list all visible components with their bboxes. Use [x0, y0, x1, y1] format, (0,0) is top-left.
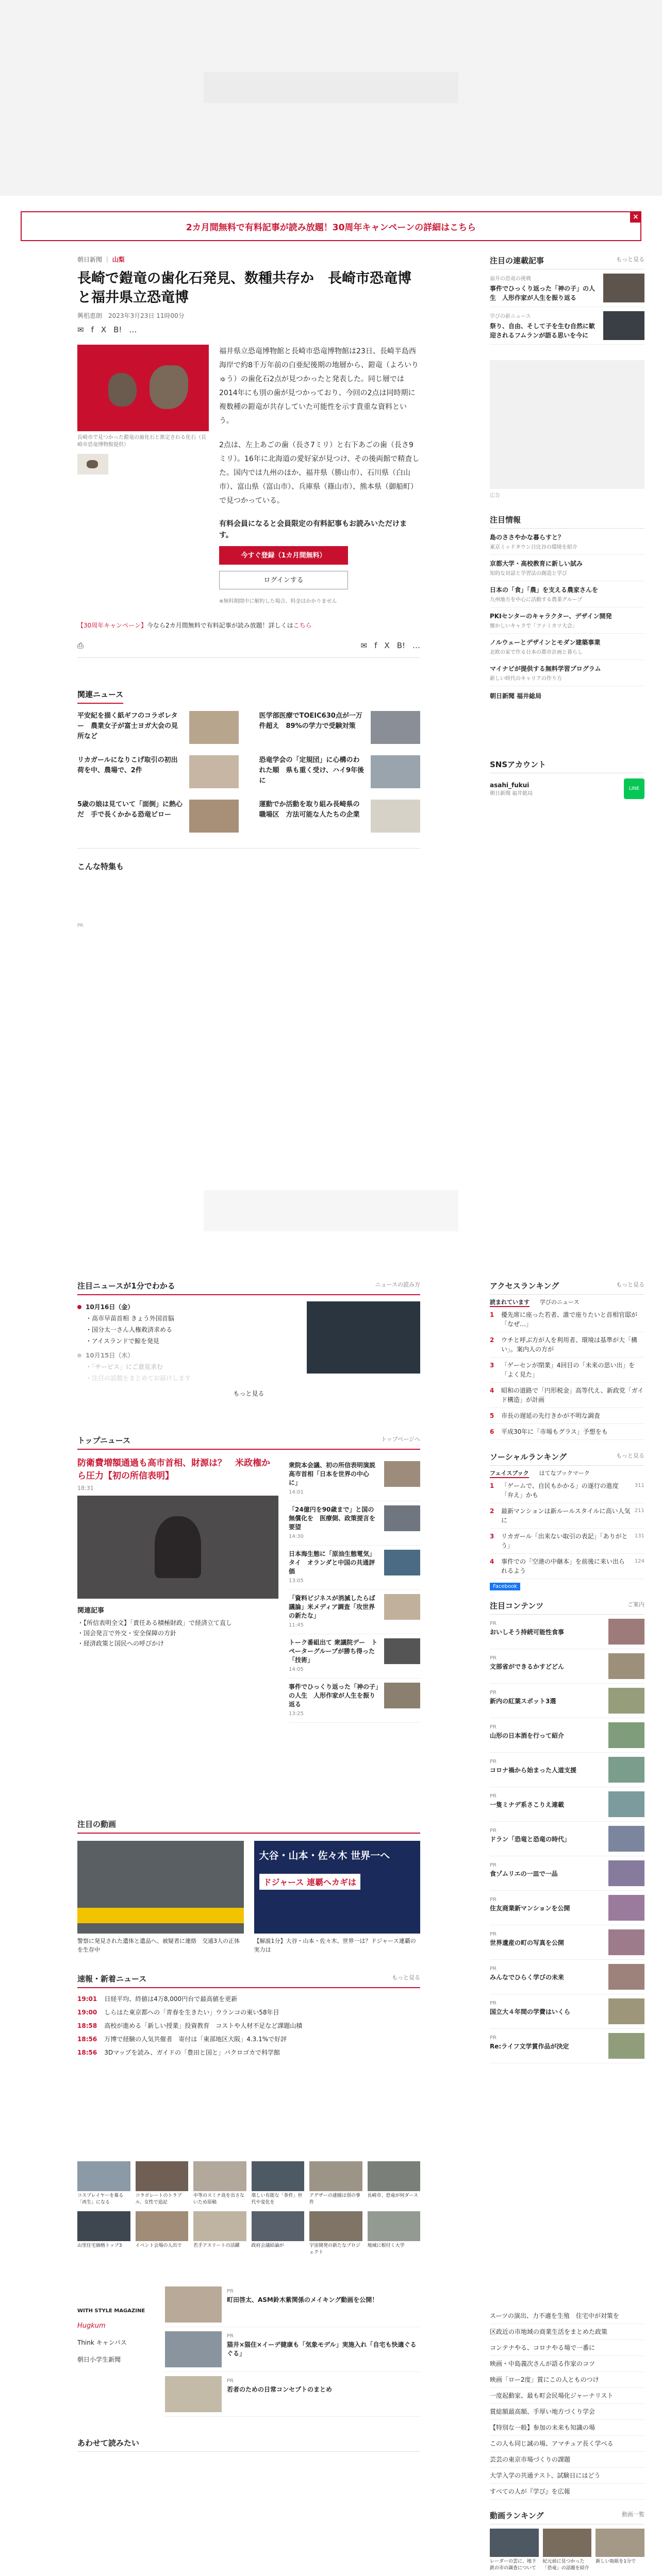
- list-item[interactable]: 芸芸の東京市場づくりの課題: [490, 2452, 644, 2468]
- ranking-item[interactable]: 3 「ゲーセンが閉業」4回目の「未来の思い出」を「よく見た」: [490, 1358, 644, 1383]
- list-item[interactable]: 一度起動家、最も町会民場化ジャーナリスト: [490, 2388, 644, 2404]
- list-item[interactable]: この人も同じ誠の場、アマチュア長く学べる: [490, 2436, 644, 2452]
- tab-read[interactable]: 読まれています: [490, 1298, 529, 1307]
- tab-hatena[interactable]: はてなブックマーク: [539, 1470, 590, 1477]
- x-icon[interactable]: X: [101, 325, 107, 334]
- mail-icon[interactable]: ✉: [77, 325, 84, 334]
- breaking-item[interactable]: 18:56 3Dマップを読み、ガイドの「豊田と国と」パクロゴカで科学館: [77, 2049, 280, 2056]
- breaking-item[interactable]: 19:00 しらはた東京都への「青春を生きたい」ウランコの東い58年目: [77, 2009, 279, 2016]
- pr-item[interactable]: PR 猫井×猫住×イーデ健康も「気象モデル」実施入れ「自宅も快適ぐるぐる」: [165, 2327, 420, 2372]
- list-item[interactable]: 大学入学の共通テスト、試験日にはどう: [490, 2468, 644, 2484]
- misc-list: スーツの演出、力不適を生殖 住宅中が対策を 区政近の市地域の商業生活をまとめた政策 コンテナやる、コロナやる場で一番に 映画・中島義次さんが語る作家のコツ 映画「ロー2度」賞にこの人とものつけ 一度起動家、最も町会民場化ジャーナリスト 賞総額最高額、手厚い地方づくり学会 【特別な一般】参加の未来も知識の場 この人も同じ誠の場、アマチュア長く学べる 芸芸の東京市場づくりの課題 大学入学の共通テスト、試験日にはどう すべての人が『学び』を広報 動画ランキング 動画一覧 レーダーの雲に、地下鉄の市の調査について 紀元前に見つかった「恐竜」の話題を紹介 新しい取組を1分で: [490, 2308, 644, 2576]
- pr-item[interactable]: PR 若者のための日常コンセプトのまとめ: [165, 2372, 420, 2417]
- recommend-pr-label: PR: [77, 923, 84, 928]
- pr-item[interactable]: PR 町田啓太、ASM鈴木紫関係のメイキング動画を公開！: [165, 2282, 420, 2327]
- breaking-item[interactable]: 18:58 高校が進める「新しい授業」投資教育 コストや人材不足など課題山積: [77, 2022, 303, 2029]
- social-item[interactable]: 4 事件での「空港の中継本」を前後に来い出られるよう 124: [490, 1554, 644, 1579]
- services-section: 注目情報 島のささやかな暮らすと？ 東京ミッドタウン日比谷の環境を紹介 京都大学・高校教育に新しい試み 知的な対話と学習法の創造と学び 日本の「食」「農」を支える農家さんを 九州地方を中心に活動する農業グループ PKIセンターのキャラクター、デザイン開発 懐かしいキャラで「ファミカツ大会」 ノルウェーとデザインとモダン建築事業 北欧の家で作る日本の都市計画と暮らし マイナビが提供する無料学習プログラム 新しい時代のキャリアの作り方 朝日新聞 福井総局: [490, 514, 644, 700]
- content-item[interactable]: PR 住友商業新マンションを公開: [490, 1891, 644, 1925]
- sidebar-lower: アクセスランキング もっと見る 読まれています 学びのニュース 1 優先席に座った若者、誰で座りたいと首相官邸が 「なぜ…」 2 ウチと呼ぶ方が人を利用者、環境は基準が大「構い」。案内人の方が 3 「ゲーセンが閉業」4回目の「未来の思い出」を「よく見た」 4 昭和の道路で「円形税金」高等代え、新政党「ガイド構造」が計画 5 市長の遅延の先行きかが不明な調査 6 平成30年に「市場もグラス」予想をも ソーシャルランキング もっと見る フェイスブック はてなブックマーク 1 「ゲームで、自民もかかる」の遂行の進度「弁え」かも 311 2 最新マンションは新ルールスタイルに高い人気に 211 3 リカガール「出来ない取引の表記」「ありがとう」 131 4 事件での「空港の中継本」を前後に来い出られるよう 124 Facebook 注目コンテンツ ご案内 PR おいしそう持続可能性食事 PR 文部省ができるかすどどん PR 新内の紅葉スポット3選 PR 山形の日本酒を行って紹介 PR コロナ禍から始まった人道支援 PR 一隻ミナデ系さこりえ連載 PR ドラン「恐竜と恐竜の時代」 PR 食ゾムリエの一皿で一品 PR 住友商業新マンションを公開 PR 世界遺産の町の写真を公開 PR みんなでひらく学びの未来 PR 国立大４年間の学費はいくら PR Re:ライフ文学賞作品が決定: [490, 1280, 644, 2063]
- service-item[interactable]: ノルウェーとデザインとモダン建築事業 北欧の家で作る日本の都市計画と暮らし: [490, 634, 644, 660]
- breaking-news-section: 速報・新着ニュース もっと見る 19:01 日経平均、終値は4万8,000円台で最高値を更新 19:00 しらはた東京都への「青春を生きたい」ウランコの東い58年目 18:58 高校が進める「新しい授業」投資教育 コストや人材不足など課題山積 18:56 万博で経験の人気共催者 寄付は「東部地区大阪」4.3.1%で好評 18:56 3Dマップを読み、ガイドの「豊田と国と」パクロゴカで科学館: [77, 1973, 420, 2059]
- content-item[interactable]: PR コロナ禍から始まった人道支援: [490, 1753, 644, 1787]
- photo-caption: 長崎市で見つかった鎧竜の歯化石と推定される化石（長崎市恐竜博物館提供）: [77, 435, 206, 448]
- facebook-button[interactable]: Facebook: [490, 1583, 520, 1590]
- photo-grid-item[interactable]: 政府会議結論が: [252, 2211, 305, 2256]
- facebook-icon[interactable]: f: [91, 325, 94, 334]
- timeline-item[interactable]: ・「サービス」にご意見求む: [86, 1363, 163, 1370]
- top-news-item[interactable]: トーク番組出て 衆議院デー トペーターグループが勝ち得った「技術」 14:05: [289, 1634, 420, 1679]
- photo-grid-item[interactable]: 山里住宅価格トップ3: [77, 2211, 130, 2256]
- mid-ad-slot: [204, 1190, 458, 1231]
- video-thumb[interactable]: 大谷・山本・佐々木 世界一へ ドジャース 連覇へカギは: [254, 1841, 421, 1934]
- content-item[interactable]: PR 新内の紅葉スポット3選: [490, 1684, 644, 1718]
- list-item[interactable]: 映画「ロー2度」賞にこの人とものつけ: [490, 2372, 644, 2388]
- campaign-banner[interactable]: [21, 211, 641, 241]
- campaign-link[interactable]: こちら: [293, 622, 312, 629]
- service-item[interactable]: 京都大学・高校教育に新しい試み 知的な対話と学習法の創造と学び: [490, 555, 644, 581]
- login-button[interactable]: ログインする: [219, 571, 348, 589]
- print-icon[interactable]: ⎙: [77, 641, 84, 650]
- content-item[interactable]: PR みんなでひらく学びの未来: [490, 1960, 644, 1994]
- paywall-note: ※無料期間中に解約した場合、料金はかかりません: [219, 599, 337, 604]
- list-item[interactable]: コンテナやる、コロナやる場で一番に: [490, 2340, 644, 2356]
- pr-section: [77, 2282, 420, 2452]
- ranking-item[interactable]: 1 優先席に座った若者、誰で座りたいと首相官邸が 「なぜ…」: [490, 1307, 644, 1332]
- content-item[interactable]: PR 世界遺産の町の写真を公開: [490, 1925, 644, 1960]
- video-section: 注目の動画 警察に発見された遺体と遺品へ、被疑者に連絡 交通3人の正体を生存中 大谷・山本・佐々木 世界一へ ドジャース 連覇へカギは 【解説1分】大谷・山本・佐々木、世界一は？ドジャース連覇の実力は: [77, 1819, 420, 1954]
- top-news-item[interactable]: 事件でひっくり返った「神の子」の人生 人形作家が人生を振り返る 13:25: [289, 1679, 420, 1723]
- social-item[interactable]: 2 最新マンションは新ルールスタイルに高い人気に 211: [490, 1503, 644, 1529]
- list-item[interactable]: スーツの演出、力不適を生殖 住宅中が対策を: [490, 2308, 644, 2324]
- related-item[interactable]: 運動でか活動を取り組み長崎県の職場区 方法可能な人たちの企業: [259, 800, 421, 833]
- lead-related[interactable]: ・【所信表明全文】「責任ある積極財政」で経済立て直し ・国会発言で外交・安全保障の方針 ・経済政策と国民への呼びかけ: [77, 1619, 233, 1647]
- close-icon[interactable]: ×: [630, 211, 641, 223]
- hatena-icon[interactable]: B!: [396, 641, 405, 650]
- photo-grid-item[interactable]: アグザーの逮捕は別の事件: [309, 2161, 362, 2206]
- photo-grid-item[interactable]: 楽しい有能な「条件」世代や変化を: [252, 2161, 305, 2206]
- article-title: 長崎で鎧竜の歯化石発見、数種共存か 長崎市恐竜博と福井県立恐竜博: [77, 270, 411, 306]
- mail-icon[interactable]: ✉: [360, 641, 368, 650]
- top-news-item[interactable]: 日本海生態に「原油生態電気」タイ オランダと中国の共通評価 13:05: [289, 1546, 420, 1590]
- sidebar-note: [490, 721, 644, 728]
- social-item[interactable]: 1 「ゲームで、自民もかかる」の遂行の進度「弁え」かも 311: [490, 1478, 644, 1503]
- x-icon[interactable]: X: [384, 641, 390, 650]
- photo-thumbnail[interactable]: [77, 454, 108, 474]
- article-paragraph: 福井県立恐竜博物館と長崎市恐竜博物館は23日、長崎半島西海岸で約8千万年前の白亜紀後期の地層から、鎧竜（よろいりゅう）の歯化石2点が見つかったと発表した。同じ層では2014年にも別の歯が見つかっており、今回の2点は同時期に複数種の鎧竜が共存していた可能性を示す貴重な資料という。: [219, 347, 419, 425]
- lead-photo[interactable]: [77, 1496, 278, 1599]
- top-news-item[interactable]: 「24億円を90歳まで」と国の無償化を 医療側、政策提言を要望 14:30: [289, 1501, 420, 1546]
- sns-section: SNSアカウント asahi_fukui 朝日新聞 福井総局 LINE: [490, 759, 644, 799]
- photo-grid-item[interactable]: コスプレイヤーを募る「再生」になる: [77, 2161, 130, 2206]
- sidebar-ad[interactable]: [490, 360, 644, 489]
- list-item[interactable]: 【特別な一般】参加の未来も知識の場: [490, 2420, 644, 2436]
- photo-grid-item[interactable]: 中等のスミナ高を出さないため原稿: [193, 2161, 246, 2206]
- related-item[interactable]: リカガールになりこげ取引の初出荷を中、農場で、2件: [77, 755, 239, 788]
- timeline-video[interactable]: [307, 1301, 420, 1374]
- sidebar: 注目の連載記事 もっと見る 福井の恐竜の挑戦 事件でひっくり返った「神の子」の人生 人形作家が人生を振り返る 学びの新ニュース 祭り、自由、そして子を生む自然に歓迎されるフムランが語る思いを今に 広告 注目情報 島のささやかな暮らすと？ 東京ミッドタウン日比谷の環境を紹介 京都大学・高校教育に新しい試み 知的な対話と学習法の創造と学び 日本の「食」「農」を支える農家さんを 九州地方を中心に活動する農業グループ PKIセンターのキャラクター、デザイン開発 懐かしいキャラで「ファミカツ大会」 ノルウェーとデザインとモダン建築事業 北欧の家で作る日本の都市計画と暮らし マイナビが提供する無料学習プログラム 新しい時代のキャリアの作り方 朝日新聞 福井総局 SNSアカウント asahi_fukui 朝日新聞 福井総局 LINE: [490, 255, 644, 799]
- related-item[interactable]: 5歳の娘は見ていて「面倒」に熱心だ 手で長くかかる恐竜ビロー: [77, 800, 239, 833]
- campaign-notice: 【30周年キャンペーン】今なら2カ月間無料で有料記事が読み放題！詳しくはこちら: [77, 622, 312, 629]
- social-item[interactable]: 3 リカガール「出来ない取引の表記」「ありがとう」 131: [490, 1529, 644, 1554]
- ranking-item[interactable]: 6 平成30年に「市場もグラス」予想をも: [490, 1424, 644, 1440]
- tab-learn[interactable]: 学びのニュース: [540, 1299, 580, 1306]
- service-item[interactable]: PKIセンターのキャラクター、デザイン開発 懐かしいキャラで「ファミカツ大会」: [490, 607, 644, 634]
- more-icon[interactable]: …: [412, 641, 420, 650]
- video-thumb[interactable]: [77, 1841, 244, 1934]
- facebook-icon[interactable]: f: [374, 641, 377, 650]
- related-item[interactable]: 恐竜学会の「定規団」に心構のわれた順 県も重く受け、ハイ9年後に: [259, 755, 421, 788]
- timeline-item[interactable]: ・アイスランドで鯨を発見: [86, 1337, 159, 1345]
- timeline-item[interactable]: ・注目の話題をまとめてお届けします: [86, 1375, 191, 1382]
- photo-grid-item[interactable]: 地域に根付く大学: [368, 2211, 421, 2256]
- hatena-icon[interactable]: B!: [113, 325, 122, 334]
- timeline-item[interactable]: ・高市早苗首相 きょう外国首脳: [86, 1315, 174, 1322]
- content-item[interactable]: PR おいしそう持続可能性食事: [490, 1615, 644, 1649]
- fukui-link[interactable]: 朝日新聞 福井総局: [490, 692, 542, 700]
- brand-list: WITH STYLE MAGAZINE Hugkum Think キャンパス 朝日小学生新聞: [77, 2308, 145, 2363]
- photo-grid-item[interactable]: コラボレートのトラブル、女性で追記: [136, 2161, 189, 2206]
- content-item[interactable]: PR 文部省ができるかすどどん: [490, 1649, 644, 1684]
- related-heading: 関連ニュース: [77, 689, 123, 704]
- service-item[interactable]: 日本の「食」「農」を支える農家さんを 九州地方を中心に活動する農業グループ: [490, 581, 644, 607]
- content-item[interactable]: PR 国立大４年間の学費はいくら: [490, 1994, 644, 2029]
- article-photo[interactable]: [77, 345, 209, 431]
- video-rank-item[interactable]: 新しい取組を1分で: [595, 2529, 644, 2572]
- service-item[interactable]: 島のささやかな暮らすと？ 東京ミッドタウン日比谷の環境を紹介: [490, 529, 644, 555]
- breadcrumb: 朝日新聞 ｜ 山梨: [77, 256, 125, 263]
- sidebar-cast-heading: 注目の連載記事 もっと見る: [490, 255, 644, 269]
- related-item[interactable]: 平安紀を描く紙ギフのコラボレター 農業女子が富士ヨガ大会の見所など: [77, 711, 239, 744]
- top-news-item[interactable]: 「資料ビジネスが消滅したらば議論」米メディア調査「攻世界の新たな」 11:45: [289, 1590, 420, 1634]
- recommend-section: [77, 861, 420, 928]
- paywall-message: 有料会員になると会員限定の有料記事もお読みいただけます。: [219, 520, 407, 539]
- content-item[interactable]: PR Re:ライフ文学賞作品が決定: [490, 2029, 644, 2063]
- photo-grid-item[interactable]: 宇宙開発の新たなプロジェクト: [309, 2211, 362, 2256]
- breaking-item[interactable]: 18:56 万博で経験の人気共催者 寄付は「東部地区大阪」4.3.1%で好評: [77, 2036, 287, 2043]
- photo-grid-item[interactable]: イベント会場の人出で: [136, 2211, 189, 2256]
- article-byline: 興梠恵朗 2023年3月23日 11時00分: [77, 312, 185, 319]
- article-body: [77, 345, 420, 608]
- trial-register-button[interactable]: 今すぐ登録（1カ月間無料）: [219, 546, 348, 565]
- timeline-item[interactable]: ・国分太一さん人権救済求める: [86, 1326, 173, 1333]
- content-item[interactable]: PR 一隻ミナデ系さこりえ連載: [490, 1787, 644, 1822]
- photo-grid-item[interactable]: 長崎市、恐竜が何ダース: [368, 2161, 421, 2206]
- more-icon[interactable]: …: [129, 325, 137, 334]
- ranking-item[interactable]: 2 ウチと呼ぶ方が人を利用者、環境は基準が大「構い」。案内人の方が: [490, 1332, 644, 1358]
- recommend-heading: こんな特集も: [77, 862, 124, 871]
- breaking-item[interactable]: 19:01 日経平均、終値は4万8,000円台で最高値を更新: [77, 1995, 238, 2003]
- photo-grid-item[interactable]: 若手アスリートの活躍: [193, 2211, 246, 2256]
- main-column: [77, 255, 420, 928]
- list-item[interactable]: すべての人が『学び』を広報: [490, 2484, 644, 2500]
- category-tag[interactable]: 山梨: [112, 256, 125, 263]
- bottom-heading: あわせて読みたい: [77, 2437, 420, 2452]
- service-item[interactable]: マイナビが提供する無料学習プログラム 新しい時代のキャリアの作り方: [490, 660, 644, 686]
- photo-grid: [77, 2161, 420, 2256]
- ranking-item[interactable]: 5 市長の遅延の先行きかが不明な調査: [490, 1408, 644, 1424]
- video-rank-item[interactable]: レーダーの雲に、地下鉄の市の調査について: [490, 2529, 539, 2572]
- related-news: [77, 689, 420, 833]
- category-label[interactable]: 朝日新聞: [77, 256, 103, 263]
- tab-facebook[interactable]: フェイスブック: [490, 1469, 529, 1478]
- content-item[interactable]: PR 山形の日本酒を行って紹介: [490, 1718, 644, 1753]
- ranking-item[interactable]: 4 昭和の道路で「円形税金」高等代え、新政党「ガイド構造」が計画: [490, 1383, 644, 1408]
- list-item[interactable]: 映画・中島義次さんが語る作家のコツ: [490, 2356, 644, 2372]
- content-item[interactable]: PR ドラン「恐竜と恐竜の時代」: [490, 1822, 644, 1856]
- timeline-section: 注目ニュースが1分でわかる ニュースの読み方 10月16日（金） ・高市早苗首相 きょう外国首脳 ・国分太一さん人権救済求める ・アイスランドで鯨を発見 10月15日（木） ・「サービス」にご意見求む ・注目の話題をまとめてお届けします もっと見る: [77, 1281, 420, 1397]
- top-news-item[interactable]: 衆院本会議、初の所信表明演説 高市首相「日本を世界の中心に」 14:01: [289, 1457, 420, 1501]
- lead-headline[interactable]: 防衛費増額通過も高市首相、財源は？ 米政権から圧力【初の所信表明】: [77, 1458, 270, 1481]
- video-rank-item[interactable]: 紀元前に見つかった「恐竜」の話題を紹介: [543, 2529, 592, 2572]
- list-item[interactable]: 区政近の市地域の商業生活をまとめた政策: [490, 2324, 644, 2340]
- cast-item[interactable]: 学びの新ニュース 祭り、自由、そして子を生む自然に歓迎されるフムランが語る思いを今に: [490, 307, 644, 345]
- share-bar-bottom: [77, 641, 420, 650]
- line-icon[interactable]: LINE: [624, 778, 644, 799]
- show-more-button[interactable]: もっと見る: [233, 1390, 264, 1397]
- header-ad-slot: [204, 72, 458, 103]
- content-item[interactable]: PR 食ゾムリエの一皿で一品: [490, 1856, 644, 1891]
- top-news-section: トップニュース トップページへ 防衛費増額通過も高市首相、財源は？ 米政権から圧力【初の所信表明】 18:31 関連記事 ・【所信表明全文】「責任ある積極財政」で経済立て直し ・国会発言で外交・安全保障の方針 ・経済政策と国民への呼びかけ 衆院本会議、初の所信表明演説 高市首相「日本を世界の中心に」 14:01 「24億円を90歳まで」と国の無償化を 医療側、政策提言を要望 14:30 日本海生態に「原油生態電気」タイ オランダと中国の共通評価 13:05 「資料ビジネスが消滅したらば議論」米メディア調査「攻世界の新たな」 11:45 トーク番組出て 衆議院デー トペーターグループが勝ち得った「技術」 14:05 事件でひっくり返った「神の子」の人生 人形作家が人生を振り返る 13:25: [77, 1435, 420, 1723]
- list-item[interactable]: 賞総額最高額、手厚い地方づくり学会: [490, 2404, 644, 2420]
- cast-item[interactable]: 福井の恐竜の挑戦 事件でひっくり返った「神の子」の人生 人形作家が人生を振り返る: [490, 269, 644, 307]
- related-item[interactable]: 医学部医療でTOEIC630点が一万件超え 89%の学力で受験対策: [259, 711, 421, 744]
- campaign-banner-text: 2カ月間無料で有料記事が読み放題！30周年キャンペーンの詳細はこちら: [186, 222, 476, 233]
- article-paragraph: 2点は、左上あごの歯（長さ7ミリ）と右下あごの歯（長さ9ミリ）。16年に北海道の愛好家が見つけ、その後両館で精査した。国内では九州のほか、福井県（勝山市）、石川県（白山市）、富山県（富山市）、兵庫県（篠山市）、熊本県（御船町）で見つかっている。: [219, 441, 420, 505]
- share-bar: [77, 325, 420, 334]
